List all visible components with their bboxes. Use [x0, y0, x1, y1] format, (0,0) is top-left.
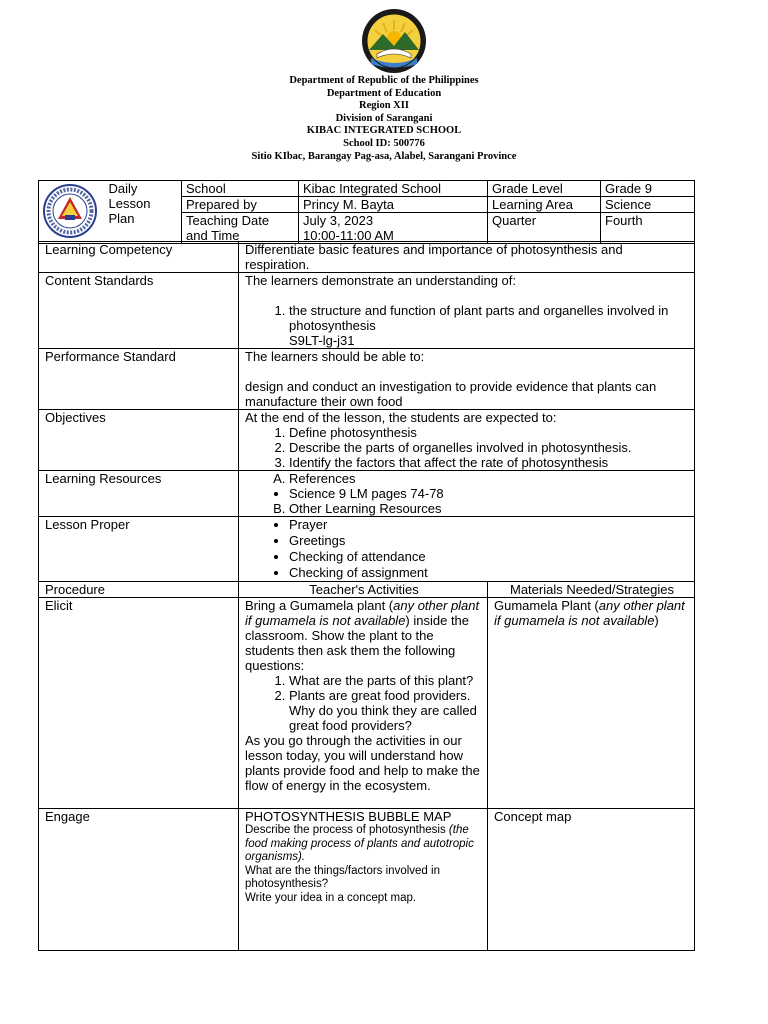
school-label: School	[182, 181, 299, 197]
elicit-materials: Gumamela Plant (any other plant if gumamela is not available)	[488, 598, 695, 809]
content-item-text: the structure and function of plant parts and organelles involved in photosynthesis	[289, 303, 669, 333]
teaching-date-value	[299, 213, 488, 244]
engage-row	[39, 809, 695, 951]
prepared-by-value: Princy M. Bayta	[299, 197, 488, 213]
teaching-time: 10:00-11:00 AM	[303, 228, 394, 243]
teaching-date: July 3, 2023	[303, 213, 374, 228]
lesson-proper-item: • Greetings	[289, 533, 690, 549]
references-heading: A. References	[289, 471, 690, 486]
materials-header: Materials Needed/Strategies	[488, 582, 695, 598]
header-line-1: Department of Republic of the Philippines	[289, 75, 479, 86]
elicit-label: Elicit	[39, 598, 239, 809]
engage-paragraph-3: Write your idea in a concept map.	[245, 891, 417, 904]
performance-standard-value	[239, 349, 695, 410]
deped-seal-cell	[39, 181, 109, 244]
header-line-6: School ID: 500776	[343, 137, 425, 149]
learning-area-value: Science	[601, 197, 695, 213]
performance-standard-label: Performance Standard	[39, 349, 239, 410]
lesson-proper-item: • Prayer	[289, 517, 690, 533]
reference-item: • Science 9 LM pages 74-78	[289, 486, 690, 501]
performance-text: design and conduct an investigation to provide evidence that plants can manufacture their own food	[245, 379, 657, 409]
prepared-by-label: Prepared by	[182, 197, 299, 213]
objective-item: 2. Describe the parts of organelles involved in photosynthesis.	[289, 440, 690, 455]
objective-item: 1. Define photosynthesis	[289, 425, 690, 440]
school-header	[0, 75, 768, 163]
school-logo	[361, 8, 427, 74]
procedure-label: Procedure	[39, 582, 239, 598]
elicit-paragraph-1: Bring a Gumamela plant (any other plant if gumamela is not available) inside the classroom. Show the plant to the students then ask them the following questions:	[245, 598, 480, 673]
elicit-paragraph-2: As you go through the activities in our lesson today, you will understand how plants provide food and help to make the flow of energy in the ecosystem.	[245, 733, 480, 793]
engage-label: Engage	[39, 809, 239, 951]
learning-area-label: Learning Area	[488, 197, 601, 213]
engage-paragraph-1: Describe the process of photosynthesis (the food making process of plants and autotropic organisms).	[245, 824, 474, 863]
elicit-activities	[239, 598, 488, 809]
lesson-proper-value	[239, 517, 695, 582]
header-line-7: Sitio KIbac, Barangay Pag-asa, Alabel, Sarangani Province	[251, 150, 517, 162]
lesson-proper-item: • Checking of assignment	[289, 565, 690, 581]
elicit-question: 2. Plants are great food providers. Why do you think they are called great food providers?	[289, 688, 483, 733]
objectives-label: Objectives	[39, 410, 239, 471]
lesson-plan-table	[38, 241, 695, 951]
grade-level-value: Grade 9	[601, 181, 695, 197]
header-line-4: Division of Sarangani	[335, 112, 433, 124]
engage-title: PHOTOSYNTHESIS BUBBLE MAP	[245, 809, 452, 824]
content-standards-value	[239, 273, 695, 349]
header-line-3: Region XII	[359, 100, 409, 112]
teaching-date-label-line-2: and Time	[186, 228, 240, 243]
header-line-2: Department of Education	[326, 87, 442, 99]
performance-intro: The learners should be able to:	[245, 349, 425, 364]
teaching-date-label-line-1: Teaching Date	[186, 213, 270, 228]
learning-resources-row	[39, 471, 695, 517]
learning-resources-label: Learning Resources	[39, 471, 239, 517]
elicit-row	[39, 598, 695, 809]
competency-row	[39, 242, 695, 273]
procedure-header-row	[39, 582, 695, 598]
engage-paragraph-2: What are the things/factors involved in photosynthesis?	[245, 864, 440, 890]
header-line-5: KIBAC INTEGRATED SCHOOL	[306, 125, 462, 137]
content-standards-label: Content Standards	[39, 273, 239, 349]
competency-value: Differentiate basic features and importance of photosynthesis and respiration.	[239, 242, 695, 273]
lesson-proper-label: Lesson Proper	[39, 517, 239, 582]
school-value: Kibac Integrated School	[299, 181, 488, 197]
dlp-line-2: Lesson	[108, 196, 151, 211]
dlp-line-1: Daily	[108, 181, 138, 196]
objectives-row	[39, 410, 695, 471]
teaching-date-label	[182, 213, 299, 244]
deped-seal-icon	[39, 183, 101, 239]
objectives-value	[239, 410, 695, 471]
competency-label: Learning Competency	[39, 242, 239, 273]
content-code: S9LT-lg-j31	[289, 333, 355, 348]
teacher-activities-header: Teacher's Activities	[239, 582, 488, 598]
grade-level-label: Grade Level	[488, 181, 601, 197]
learning-resources-value	[239, 471, 695, 517]
content-intro: The learners demonstrate an understanding of:	[245, 273, 517, 288]
engage-materials: Concept map	[488, 809, 695, 951]
lesson-proper-item: • Checking of attendance	[289, 549, 690, 565]
quarter-label: Quarter	[488, 213, 601, 244]
content-standards-row	[39, 273, 695, 349]
elicit-question: 1. What are the parts of this plant?	[289, 673, 483, 688]
dlp-line-3: Plan	[108, 211, 135, 226]
quarter-value: Fourth	[601, 213, 695, 244]
performance-standard-row	[39, 349, 695, 410]
objective-item: 3. Identify the factors that affect the rate of photosynthesis	[289, 455, 690, 470]
other-resources-heading: B. Other Learning Resources	[289, 501, 690, 516]
engage-activities	[239, 809, 488, 951]
daily-lesson-plan-title	[109, 181, 182, 244]
lesson-info-table	[38, 180, 695, 244]
objectives-intro: At the end of the lesson, the students are expected to:	[245, 410, 557, 425]
lesson-proper-row	[39, 517, 695, 582]
content-item	[289, 303, 690, 348]
